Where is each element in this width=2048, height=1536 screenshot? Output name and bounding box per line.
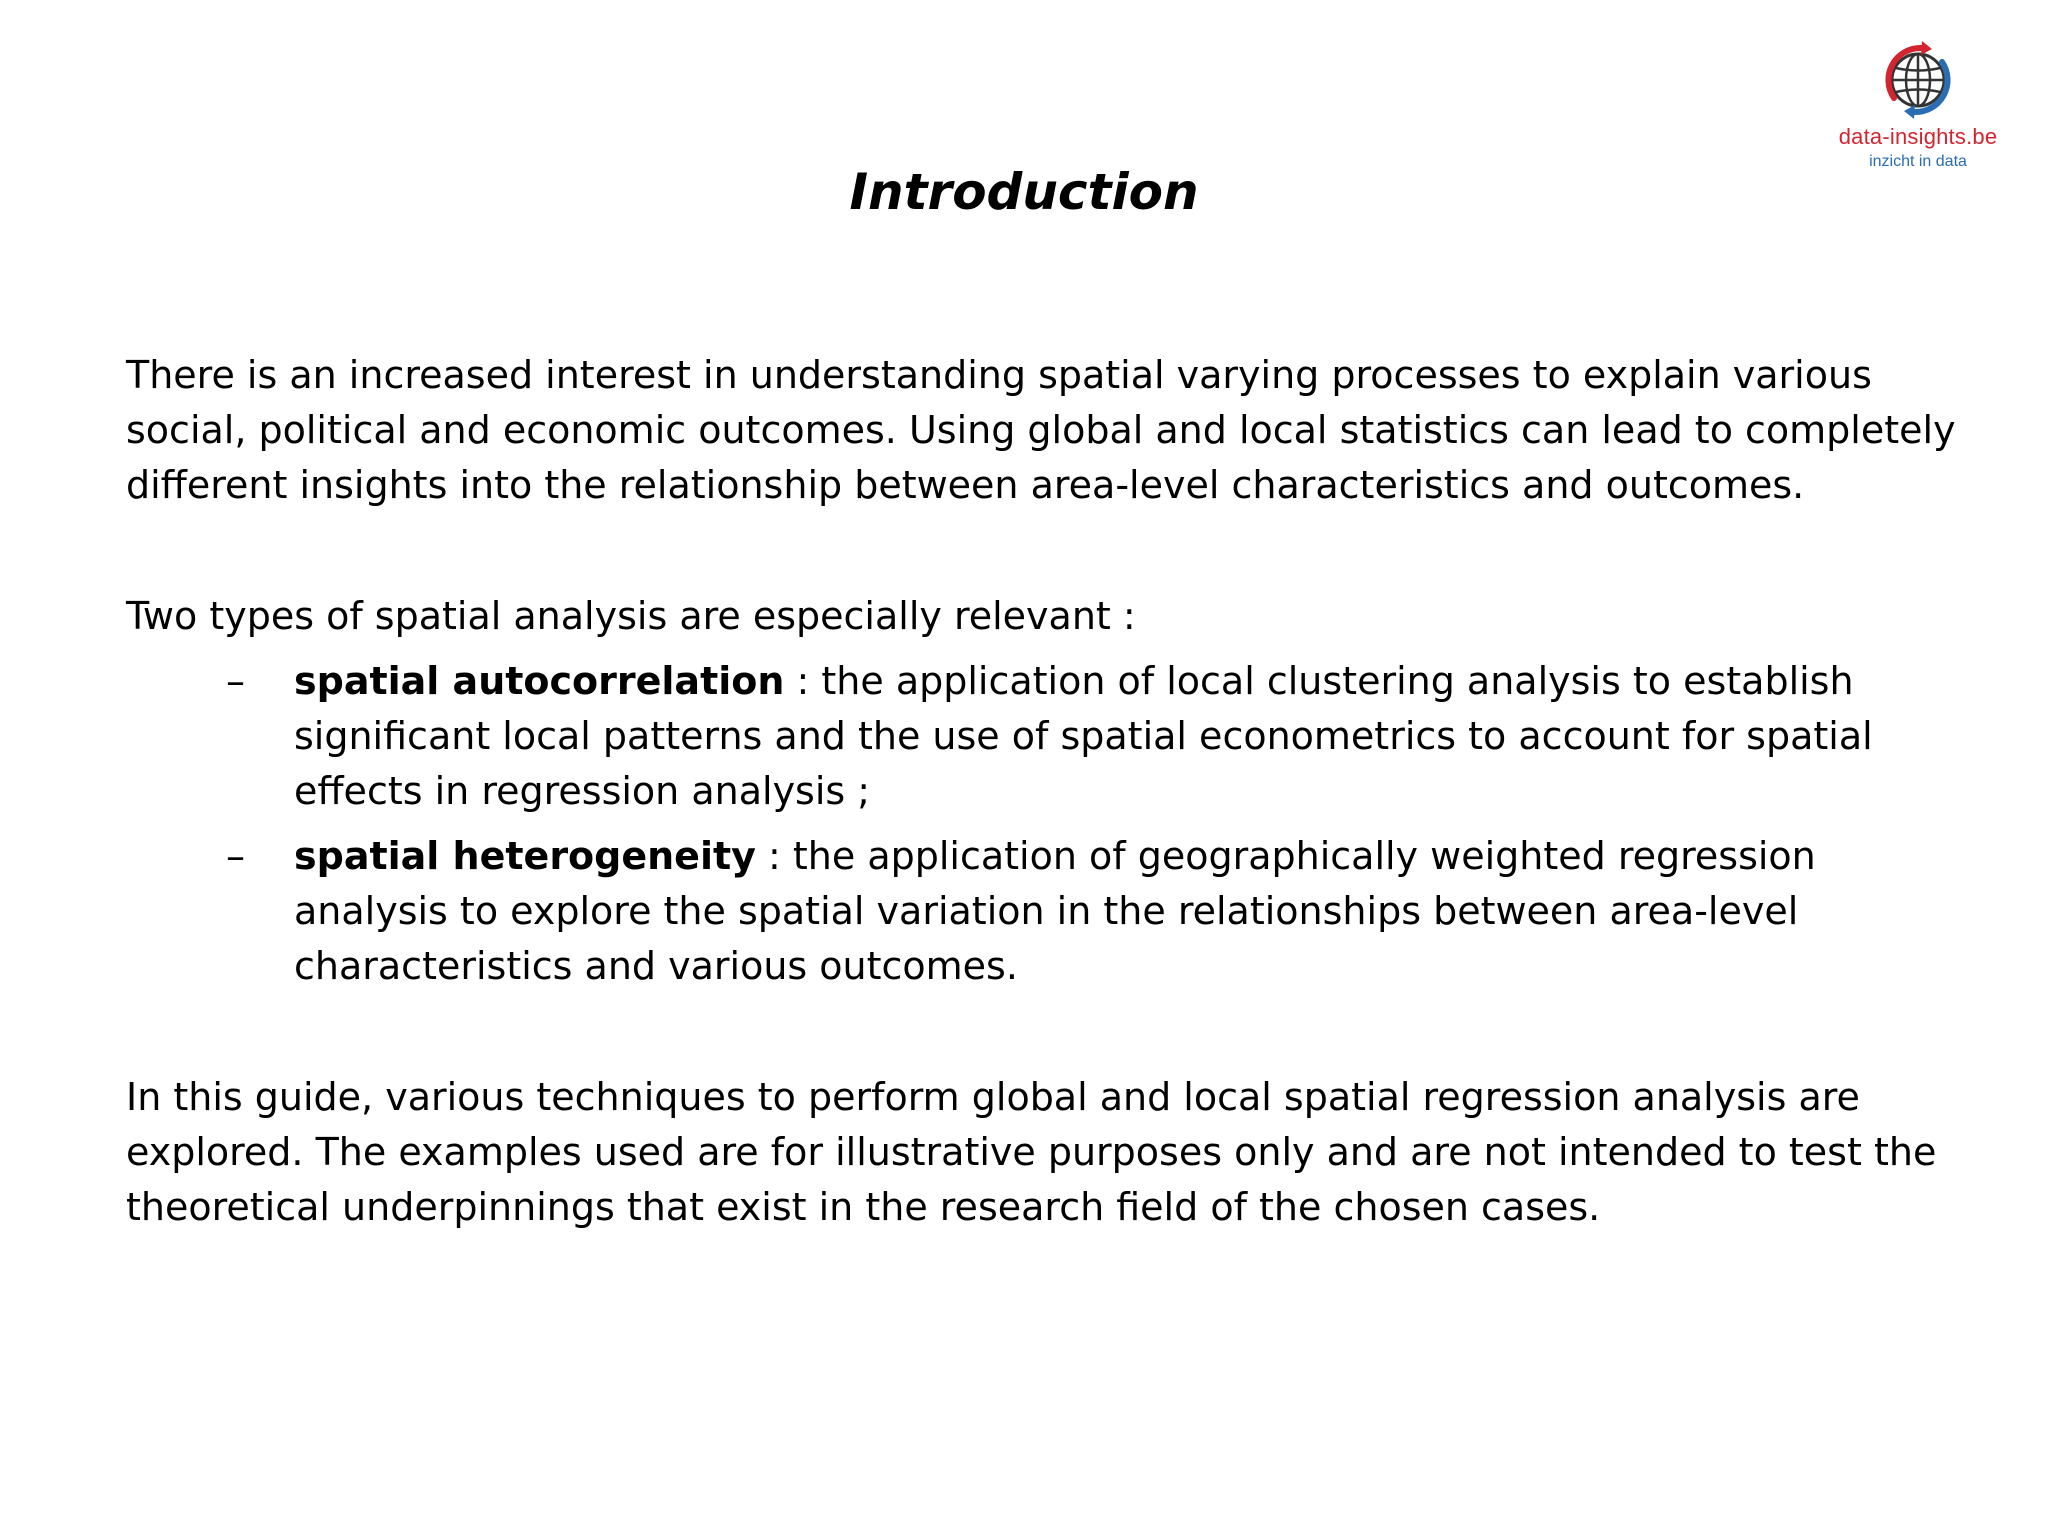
types-lead-paragraph: Two types of spatial analysis are especially relevant : <box>126 594 1136 638</box>
bullet-term: spatial autocorrelation <box>294 659 785 703</box>
logo-tagline: inzicht in data <box>1869 153 1967 170</box>
intro-paragraph: There is an increased interest in understanding spatial varying processes to explain various social, political and economic outcomes. Using global and local statistics can lead to completely different insights into the relationship between area-level characteristics and outcomes. <box>126 353 1956 507</box>
conclusion-paragraph: In this guide, various techniques to perform global and local spatial regression analysis are explored. The examples used are for illustrative purposes only and are not intended to test the theoretical underpinnings that exist in the research field of the chosen cases. <box>126 1075 1937 1229</box>
bullet-dash: – <box>226 659 245 703</box>
bullet-dash: – <box>226 834 245 878</box>
analysis-types-list <box>126 654 1956 994</box>
page-title: Introduction <box>849 163 1199 221</box>
logo <box>1818 40 2018 180</box>
logo-name: data-insights.be <box>1838 124 1998 149</box>
slide-body <box>126 348 1956 1235</box>
bullet-term: spatial heterogeneity <box>294 834 756 878</box>
bullet-text: : the application of geographically weighted regression analysis to explore the spatial variation in the relationships between area-level characteristics and various outcomes. <box>294 834 1816 988</box>
bullet-text: : the application of local clustering analysis to establish significant local patterns and the use of spatial econometrics to account for spatial effects in regression analysis ; <box>294 659 1873 813</box>
globe-arrows-icon <box>1878 40 1958 120</box>
list-item-spatial-heterogeneity <box>126 829 1956 994</box>
list-item-spatial-autocorrelation <box>126 654 1956 819</box>
